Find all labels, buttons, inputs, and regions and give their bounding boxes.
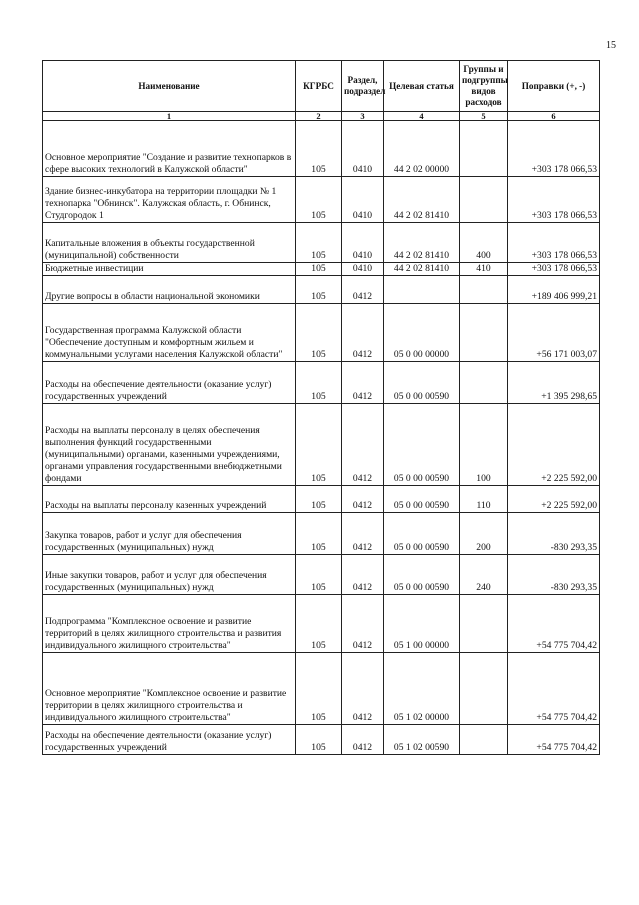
row-razdel-cell: 0412: [342, 653, 384, 725]
row-name-cell: Расходы на выплаты персоналу в целях обеспечения выполнения функций государственными (муниципальными) органами, казенными учреждениями, органами управления государственными внебюджетными фондами: [43, 404, 296, 486]
row-kgrbs-cell: 105: [296, 177, 342, 223]
row-statya-cell: 05 0 00 00590: [384, 404, 460, 486]
row-razdel-cell: 0410: [342, 121, 384, 177]
row-statya-cell: 44 2 02 00000: [384, 121, 460, 177]
header-razdel: Раздел, подраздел: [342, 61, 384, 112]
row-vid-cell: 100: [460, 404, 508, 486]
table-row: [43, 223, 600, 263]
row-statya-cell: 44 2 02 81410: [384, 263, 460, 276]
table-row: [43, 276, 600, 304]
row-popravki-cell: -830 293,35: [508, 555, 600, 595]
row-razdel-cell: 0412: [342, 555, 384, 595]
row-vid-cell: [460, 121, 508, 177]
row-name-cell: Государственная программа Калужской области "Обеспечение доступным и комфортным жильем и коммунальными услугами населения Калужской области": [43, 304, 296, 362]
budget-table: [42, 60, 600, 755]
row-statya-cell: 44 2 02 81410: [384, 177, 460, 223]
row-kgrbs-cell: 105: [296, 121, 342, 177]
row-popravki-cell: +56 171 003,07: [508, 304, 600, 362]
row-kgrbs-cell: 105: [296, 555, 342, 595]
row-razdel-cell: 0412: [342, 362, 384, 404]
row-vid-cell: [460, 595, 508, 653]
row-statya-cell: 05 0 00 00590: [384, 555, 460, 595]
row-vid-cell: [460, 725, 508, 755]
header-row: [43, 61, 600, 112]
column-number-row: [43, 112, 600, 121]
table-row: [43, 725, 600, 755]
row-popravki-cell: -830 293,35: [508, 513, 600, 555]
header-statya: Целевая статья: [384, 61, 460, 112]
row-razdel-cell: 0412: [342, 725, 384, 755]
row-razdel-cell: 0412: [342, 595, 384, 653]
row-statya-cell: 44 2 02 81410: [384, 223, 460, 263]
row-popravki-cell: +1 395 298,65: [508, 362, 600, 404]
page-number: 15: [606, 40, 616, 51]
row-popravki-cell: +54 775 704,42: [508, 653, 600, 725]
header-name: Наименование: [43, 61, 296, 112]
row-name-cell: Расходы на обеспечение деятельности (оказание услуг) государственных учреждений: [43, 362, 296, 404]
table-row: [43, 555, 600, 595]
table-row: [43, 304, 600, 362]
row-statya-cell: 05 0 00 00590: [384, 486, 460, 513]
row-vid-cell: 400: [460, 223, 508, 263]
row-name-cell: Основное мероприятие "Создание и развитие технопарков в сфере высоких технологий в Калужской области": [43, 121, 296, 177]
row-popravki-cell: +2 225 592,00: [508, 404, 600, 486]
row-name-cell: Расходы на выплаты персоналу казенных учреждений: [43, 486, 296, 513]
table-row: [43, 263, 600, 276]
column-number: 3: [342, 112, 384, 121]
row-statya-cell: 05 1 00 00000: [384, 595, 460, 653]
header-vid: Группы и подгруппы видов расходов: [460, 61, 508, 112]
row-kgrbs-cell: 105: [296, 276, 342, 304]
table-row: [43, 653, 600, 725]
row-statya-cell: 05 0 00 00000: [384, 304, 460, 362]
row-vid-cell: [460, 276, 508, 304]
column-number: 5: [460, 112, 508, 121]
row-statya-cell: 05 1 02 00000: [384, 653, 460, 725]
column-number: 6: [508, 112, 600, 121]
row-vid-cell: [460, 304, 508, 362]
row-kgrbs-cell: 105: [296, 653, 342, 725]
row-razdel-cell: 0410: [342, 177, 384, 223]
table-row: [43, 362, 600, 404]
row-kgrbs-cell: 105: [296, 304, 342, 362]
column-number: 4: [384, 112, 460, 121]
row-statya-cell: 05 0 00 00590: [384, 513, 460, 555]
row-vid-cell: [460, 177, 508, 223]
row-name-cell: Подпрограмма "Комплексное освоение и развитие территорий в целях жилищного строительства и развития индивидуального жилищного строительства": [43, 595, 296, 653]
row-kgrbs-cell: 105: [296, 486, 342, 513]
row-kgrbs-cell: 105: [296, 725, 342, 755]
row-razdel-cell: 0412: [342, 304, 384, 362]
row-popravki-cell: +54 775 704,42: [508, 725, 600, 755]
row-vid-cell: [460, 362, 508, 404]
row-razdel-cell: 0412: [342, 404, 384, 486]
row-popravki-cell: +303 178 066,53: [508, 223, 600, 263]
row-name-cell: Капитальные вложения в объекты государственной (муниципальной) собственности: [43, 223, 296, 263]
row-kgrbs-cell: 105: [296, 223, 342, 263]
row-vid-cell: [460, 653, 508, 725]
row-razdel-cell: 0410: [342, 263, 384, 276]
header-kgrbs: КГРБС: [296, 61, 342, 112]
column-number: 1: [43, 112, 296, 121]
row-kgrbs-cell: 105: [296, 513, 342, 555]
row-statya-cell: 05 1 02 00590: [384, 725, 460, 755]
row-name-cell: Бюджетные инвестиции: [43, 263, 296, 276]
table-row: [43, 595, 600, 653]
row-kgrbs-cell: 105: [296, 404, 342, 486]
row-name-cell: Закупка товаров, работ и услуг для обеспечения государственных (муниципальных) нужд: [43, 513, 296, 555]
row-razdel-cell: 0412: [342, 513, 384, 555]
row-vid-cell: 240: [460, 555, 508, 595]
row-name-cell: Здание бизнес-инкубатора на территории площадки № 1 технопарка "Обнинск". Калужская область, г. Обнинск, Студгородок 1: [43, 177, 296, 223]
row-razdel-cell: 0412: [342, 276, 384, 304]
table-row: [43, 513, 600, 555]
table-row: [43, 486, 600, 513]
row-statya-cell: 05 0 00 00590: [384, 362, 460, 404]
table-body: [43, 121, 600, 755]
row-popravki-cell: +303 178 066,53: [508, 263, 600, 276]
row-name-cell: Расходы на обеспечение деятельности (оказание услуг) государственных учреждений: [43, 725, 296, 755]
row-name-cell: Иные закупки товаров, работ и услуг для обеспечения государственных (муниципальных) нужд: [43, 555, 296, 595]
row-vid-cell: 200: [460, 513, 508, 555]
row-kgrbs-cell: 105: [296, 595, 342, 653]
row-vid-cell: 410: [460, 263, 508, 276]
row-statya-cell: [384, 276, 460, 304]
header-popravki: Поправки (+, -): [508, 61, 600, 112]
row-popravki-cell: +54 775 704,42: [508, 595, 600, 653]
row-razdel-cell: 0410: [342, 223, 384, 263]
row-name-cell: Другие вопросы в области национальной экономики: [43, 276, 296, 304]
table-row: [43, 177, 600, 223]
row-kgrbs-cell: 105: [296, 263, 342, 276]
row-kgrbs-cell: 105: [296, 362, 342, 404]
column-number: 2: [296, 112, 342, 121]
row-popravki-cell: +303 178 066,53: [508, 177, 600, 223]
row-popravki-cell: +303 178 066,53: [508, 121, 600, 177]
row-vid-cell: 110: [460, 486, 508, 513]
row-razdel-cell: 0412: [342, 486, 384, 513]
row-popravki-cell: +2 225 592,00: [508, 486, 600, 513]
table-row: [43, 404, 600, 486]
table-row: [43, 121, 600, 177]
row-name-cell: Основное мероприятие "Комплексное освоение и развитие территории в целях жилищного строительства и индивидуального жилищного строительства": [43, 653, 296, 725]
row-popravki-cell: +189 406 999,21: [508, 276, 600, 304]
